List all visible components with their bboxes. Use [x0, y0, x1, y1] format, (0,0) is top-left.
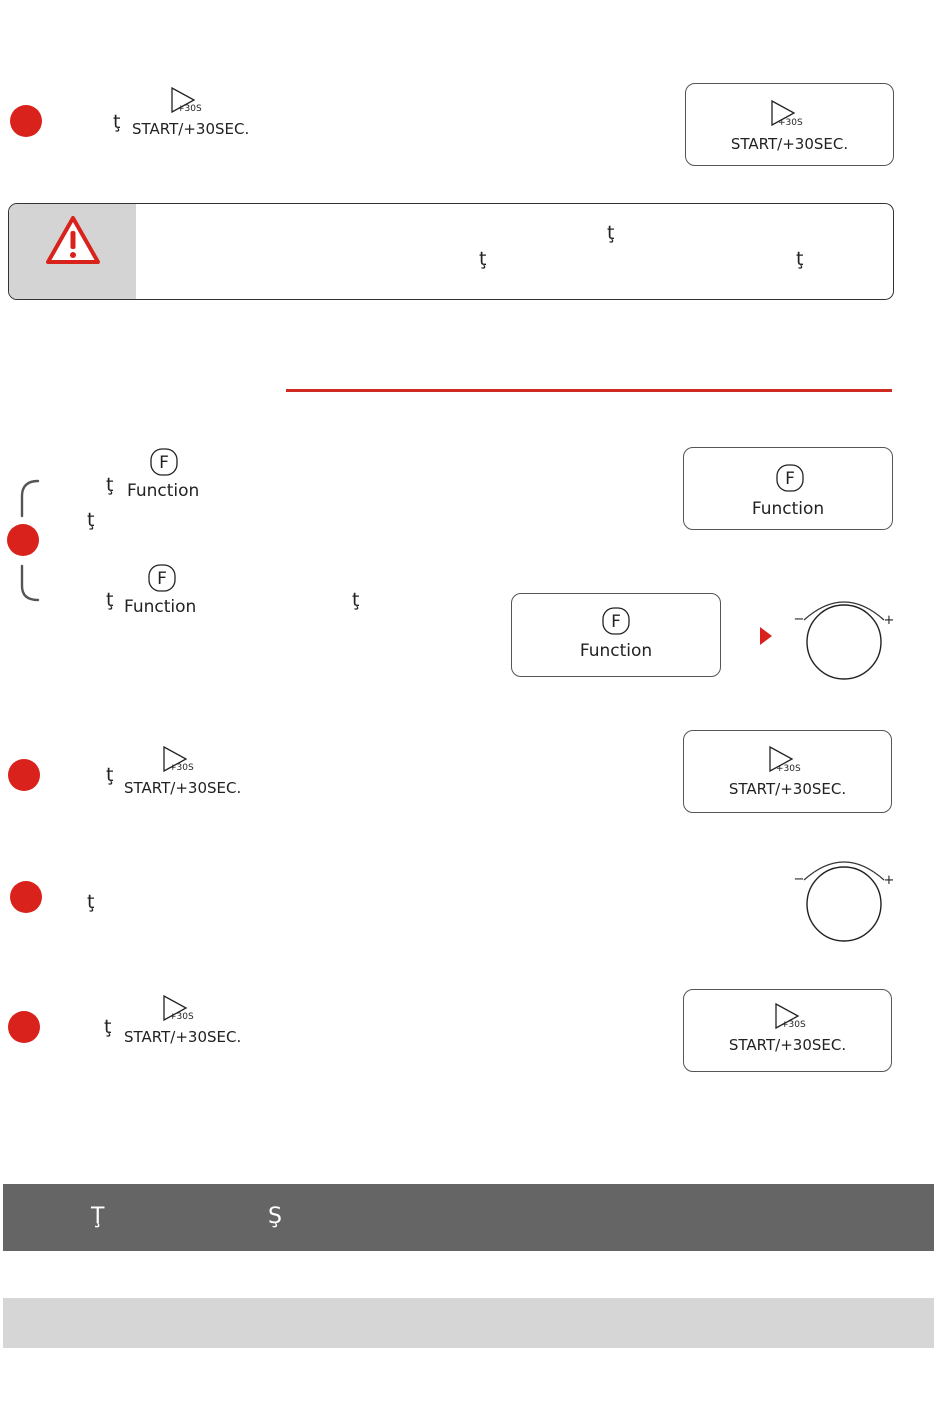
function-f-icon	[150, 448, 178, 476]
t-cedilla-glyph: ţ	[352, 589, 360, 611]
t-cedilla-glyph: ţ	[479, 248, 487, 270]
plus30-label: +30S	[776, 764, 801, 774]
t-cedilla-glyph: ţ	[796, 248, 804, 270]
start-button-panel[interactable]	[685, 83, 894, 166]
t-cedilla-glyph: ţ	[106, 474, 114, 496]
step-bullet	[10, 881, 42, 913]
function-panel-label: Function	[751, 499, 825, 519]
start-button-panel[interactable]	[683, 989, 892, 1072]
table-header-bar	[3, 1298, 934, 1348]
t-cedilla-glyph: ţ	[104, 1016, 112, 1038]
red-arrow-icon	[759, 626, 773, 646]
function-button-panel[interactable]	[683, 447, 893, 530]
plus30-label: +30S	[778, 118, 803, 128]
plus30-label: +30S	[781, 1020, 806, 1030]
header-glyph: Ş	[268, 1204, 282, 1229]
step-bullet	[10, 105, 42, 137]
section-divider	[286, 389, 892, 392]
function-f-icon	[776, 464, 804, 492]
svg-text:F: F	[785, 469, 795, 489]
function-button-panel[interactable]	[511, 593, 721, 677]
function-inline-label: Function	[124, 597, 197, 617]
svg-text:F: F	[159, 453, 169, 473]
svg-text:F: F	[611, 612, 621, 632]
warning-side-panel	[9, 204, 136, 299]
start-inline-label: START/+30SEC.	[124, 779, 242, 797]
svg-text:−: −	[793, 612, 805, 627]
start-inline-label: START/+30SEC.	[132, 120, 250, 138]
start-panel-label: START/+30SEC.	[730, 135, 849, 153]
step-bullet	[8, 759, 40, 791]
warning-triangle-icon	[44, 214, 102, 266]
start-button-panel[interactable]	[683, 730, 892, 813]
svg-text:+: +	[883, 613, 895, 628]
header-glyph: Ţ	[91, 1204, 105, 1229]
function-f-icon	[602, 607, 630, 635]
plus30-label: +30S	[177, 104, 202, 114]
function-f-icon	[148, 564, 176, 592]
t-cedilla-glyph: ţ	[607, 222, 615, 244]
step-bullet	[8, 1011, 40, 1043]
t-cedilla-glyph: ţ	[106, 589, 114, 611]
start-inline-label: START/+30SEC.	[124, 1028, 242, 1046]
function-inline-label: Function	[127, 481, 200, 501]
dial-knob-icon[interactable]	[790, 858, 898, 944]
t-cedilla-glyph: ţ	[87, 891, 95, 913]
start-panel-label: START/+30SEC.	[728, 780, 847, 798]
function-panel-label: Function	[579, 641, 653, 661]
t-cedilla-glyph: ţ	[106, 764, 114, 786]
t-cedilla-glyph: ţ	[87, 509, 95, 531]
svg-text:F: F	[157, 569, 167, 589]
svg-text:+: +	[883, 873, 895, 888]
svg-text:−: −	[793, 872, 805, 887]
section-header-bar	[3, 1184, 934, 1251]
plus30-label: +30S	[169, 763, 194, 773]
t-cedilla-glyph: ţ	[113, 111, 121, 133]
dial-knob-icon[interactable]	[790, 598, 898, 684]
plus30-label: +30S	[169, 1012, 194, 1022]
warning-box	[8, 203, 894, 300]
step-bullet	[7, 524, 39, 556]
start-panel-label: START/+30SEC.	[728, 1036, 847, 1054]
